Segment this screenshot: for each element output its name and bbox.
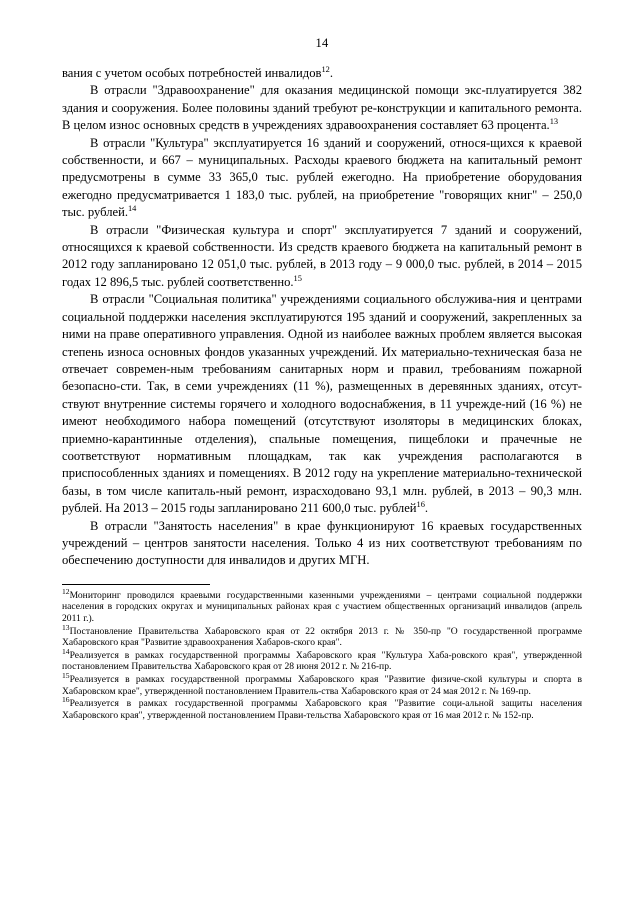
footnote-text: Мониторинг проводился краевыми государственными казенными учреждениями – центрами социальной поддержки населения в городских округах и муниципальных районах края с участием общественных организаций инвалидов (апрель 2011 г.). (62, 589, 582, 624)
document-body (62, 65, 582, 570)
paragraph-text: В отрасли "Культура" эксплуатируется 16 зданий и сооружений, относя-щихся к краевой собственности, и 667 – муниципальных. Расходы краевого бюджета на капитальный ремонт предусмотрены в сумме 33 365,0 тыс. рублей ежегодно. На приобретение оборудования ежегодно предусматривается 1 183,0 тыс. рублей, на приобретение "говорящих книг" – 250,0 тыс. рублей. (62, 135, 582, 220)
paragraph (62, 82, 582, 134)
footnote-reference[interactable]: 14 (127, 204, 137, 214)
footnote (62, 622, 582, 649)
paragraph (62, 291, 582, 517)
footnote-reference[interactable]: 15 (293, 273, 302, 283)
paragraph-text: В отрасли "Физическая культура и спорт" эксплуатируется 7 зданий и сооружений, относящихся к краевой собственности. Из средств краевого бюджета на капитальный ремонт в 2012 году запланировано 12 051,0 тыс. рублей, в 2013 году – 9 000,0 тыс. рублей, в 2014 – 2015 годах 12 896,5 тыс. рублей соответственно. (62, 222, 582, 289)
footnote (62, 586, 582, 624)
footnote-reference[interactable]: 16 (416, 499, 425, 509)
footnote (62, 695, 582, 721)
paragraph (62, 222, 582, 292)
paragraph-text: В отрасли "Социальная политика" учреждениями социального обслужива-ния и центрами социальной поддержки населения эксплуатируются 195 зданий и сооружений, закрепленных за ними на праве оперативного управления. Одной из наиболее важных проблем является высокая степень износа основных фондов указанных учреждений. Их материально-техническая база не отвечает современ-ным требованиям санитарных норм и правил, требованиям пожарной безопасно-сти. Так, в семи учреждениях (11 %), размещенных в деревянных зданиях, отсут-ствуют внутренние системы горячего и холодного водоснабжения, в 11 учрежде-ний (16 %) не имеют необходимого набора помещений (отсутствуют изоляторы в медицинских блоках, приемно-карантинные отделения), спальные помещения, пищеблоки и прачечные не соответствуют нормативным площадкам, так как учреждения располагаются в приспособленных зданиях и помещениях. В 2012 году на укрепление материально-технической базы, в том числе капиталь-ный ремонт, израсходовано 93,1 млн. рублей, в 2013 – 90,3 млн. рублей. На 2013 – 2015 годы запланировано 211 600,0 тыс. рублей (62, 292, 582, 516)
footnote-text: Реализуется в рамках государственной программы Хабаровского края "Культура Хаба-ровского края", утвержденной постановлением Правительства Хабаровского края от 28 июня 2012 г. № 216-пр. (62, 649, 582, 673)
footnote-reference[interactable]: 13 (549, 117, 559, 127)
footnote (62, 670, 582, 697)
footnote-reference[interactable]: 12 (321, 64, 330, 74)
footnote-number: 14 (62, 646, 70, 656)
paragraph-text: . (329, 66, 333, 80)
paragraph-text: вания с учетом особых потребностей инвалидов (62, 66, 322, 80)
footnote-text: Реализуется в рамках государственной программы Хабаровского края "Развитие соци-альной защиты населения Хабаровского края", утвержденной постановлением Прави-тельства Хабаровского края от 16 мая 2012 г. № 152-пр. (62, 698, 582, 721)
footnote-list (62, 586, 582, 721)
page-number: 14 (315, 36, 329, 50)
footnote-number: 16 (62, 695, 70, 705)
paragraph (62, 135, 582, 222)
footnote-number: 13 (62, 622, 70, 632)
footnote-number: 12 (62, 586, 70, 596)
paragraph-text: В отрасли "Здравоохранение" для оказания медицинской помощи экс-плуатируется 382 здания и сооружения. Более половины зданий требуют ре-конструкции и капитального ремонта. В целом износ основных средств в учреждениях здравоохранения составляет 63 процента. (62, 83, 582, 133)
footnote-text: Реализуется в рамках государственной программы Хабаровского края "Развитие физиче-ской культуры и спорта в Хабаровском крае", утвержденной постановлением Правитель-ства Хабаровского края от 24 мая 2012 г. № 169-пр. (62, 674, 582, 697)
footnote-number: 15 (62, 670, 70, 680)
paragraph-text: . (424, 501, 429, 516)
footnote (62, 646, 582, 673)
paragraph (62, 65, 582, 82)
paragraph (62, 518, 582, 570)
footnote-text: Постановление Правительства Хабаровского края от 22 октября 2013 г. № 350-пр "О государственной программе Хабаровского края "Развитие здравоохранения Хабаров-ского края". (62, 625, 582, 648)
paragraph-text: В отрасли "Занятость населения" в крае функционируют 16 краевых государственных учреждений – центров занятости населения. Только 4 из них соответствуют требованиям по обеспечению доступности для инвалидов и других МГН. (62, 518, 582, 568)
footnote-separator (62, 584, 210, 585)
